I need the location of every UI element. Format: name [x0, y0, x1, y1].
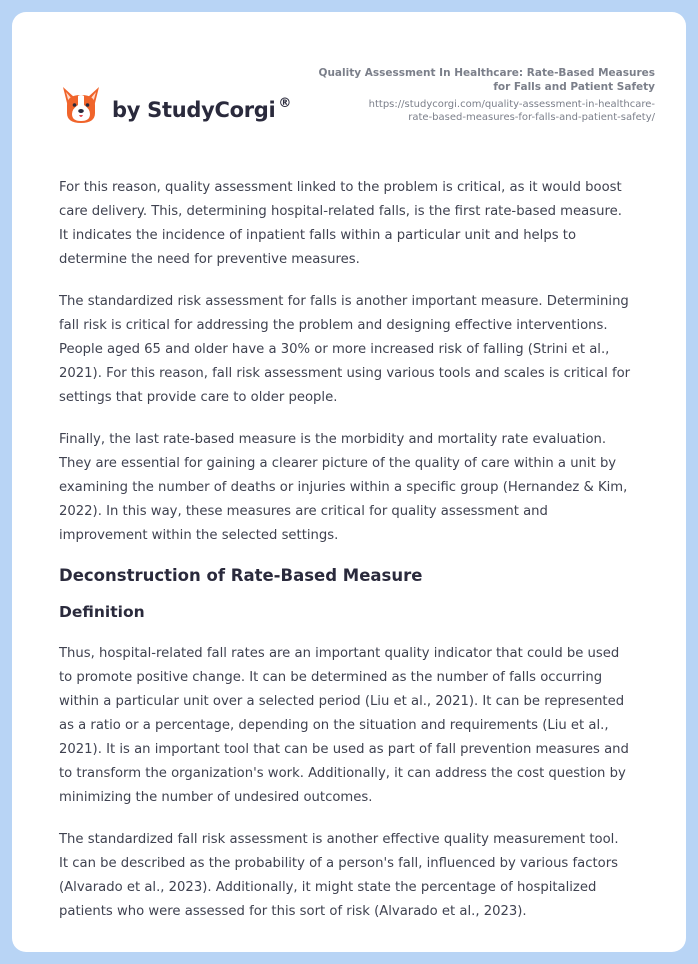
subsection-heading: Definition	[59, 603, 145, 621]
text-line: settings that provide care to older people.	[59, 390, 338, 405]
document-page	[12, 12, 686, 952]
text-line: For this reason, quality assessment linked to the problem is critical, as it would boost	[59, 180, 622, 195]
text-line: fall risk is critical for addressing the problem and designing effective interventions.	[59, 318, 608, 333]
text-line: to transform the organization's work. Additionally, it can address the cost question by	[59, 766, 626, 781]
document-url-line[interactable]: rate-based-measures-for-falls-and-patient-safety/	[408, 112, 655, 123]
text-line: minimizing the number of undesired outcomes.	[59, 790, 373, 805]
text-line: as a ratio or a percentage, depending on the situation and requirements (Liu et al.,	[59, 718, 609, 733]
text-line: People aged 65 and older have a 30% or more increased risk of falling (Strini et al.,	[59, 342, 610, 357]
paragraph-quality-assessment	[59, 176, 659, 272]
text-line: patients who were assessed for this sort of risk (Alvarado et al., 2023).	[59, 904, 527, 919]
brand-name	[112, 98, 291, 122]
section-heading: Deconstruction of Rate-Based Measure	[59, 566, 423, 585]
text-line: It can be described as the probability of a person's fall, influenced by various factors	[59, 856, 619, 871]
text-line: improvement within the selected settings.	[59, 528, 339, 543]
registered-mark: ®	[278, 96, 292, 111]
text-line: (Alvarado et al., 2023). Additionally, it might state the percentage of hospitalized	[59, 880, 597, 895]
text-line: They are essential for gaining a clearer picture of the quality of care within a unit by	[59, 456, 617, 471]
document-title-line: Quality Assessment In Healthcare: Rate-Based Measures	[318, 67, 655, 79]
document-title-line: for Falls and Patient Safety	[493, 81, 655, 93]
document-body	[59, 176, 659, 942]
studycorgi-logo[interactable]	[60, 76, 291, 136]
paragraph-fall-risk	[59, 290, 659, 410]
text-line: It indicates the incidence of inpatient falls within a particular unit and helps to	[59, 228, 577, 243]
brand-text: by StudyCorgi	[112, 98, 276, 122]
text-line: examining the number of deaths or injuries within a specific group (Hernandez & Kim,	[59, 480, 628, 495]
text-line: to promote positive change. It can be determined as the number of falls occurring	[59, 670, 603, 685]
corgi-logo-icon	[60, 83, 102, 129]
text-line: The standardized risk assessment for falls is another important measure. Determining	[59, 294, 629, 309]
document-title	[285, 66, 655, 94]
paragraph-morbidity-mortality	[59, 428, 659, 548]
text-line: The standardized fall risk assessment is another effective quality measurement tool.	[59, 832, 619, 847]
paragraph-definition	[59, 642, 659, 810]
text-line: Finally, the last rate-based measure is the morbidity and mortality rate evaluation.	[59, 432, 607, 447]
text-line: within a particular unit over a selected period (Liu et al., 2021). It can be represented	[59, 694, 625, 709]
text-line: 2022). In this way, these measures are critical for quality assessment and	[59, 504, 548, 519]
text-line: care delivery. This, determining hospital-related falls, is the first rate-based measure.	[59, 204, 622, 219]
document-meta	[285, 66, 655, 124]
text-line: 2021). For this reason, fall risk assessment using various tools and scales is critical for	[59, 366, 631, 381]
paragraph-standardized-assessment	[59, 828, 659, 924]
text-line: Thus, hospital-related fall rates are an important quality indicator that could be used	[59, 646, 620, 661]
document-url[interactable]	[285, 98, 655, 124]
text-line: determine the need for preventive measures.	[59, 252, 360, 267]
text-line: 2021). It is an important tool that can be used as part of fall prevention measures and	[59, 742, 629, 757]
document-url-line[interactable]: https://studycorgi.com/quality-assessment-in-healthcare-	[368, 99, 655, 110]
